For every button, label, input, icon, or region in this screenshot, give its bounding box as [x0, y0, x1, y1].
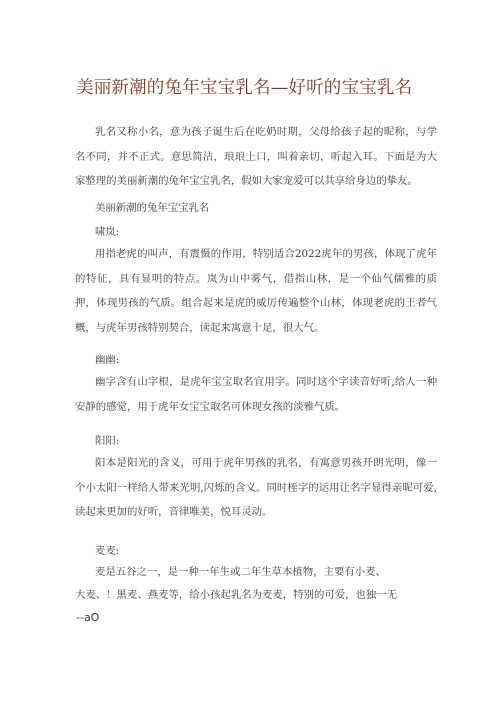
entry-desc-yangyang: 阳本是阳光的含义，可用于虎年男孩的乳名，有寓意男孩开朗光明，像一个小太阳一样给人带来光明,闪烁的含义。同时桎字的运用让名字显得亲昵可爱,读起来更加的好听，音律唯美，悦耳灵动。 — [75, 457, 437, 518]
entry-name-yangyang: 阳阳: — [95, 435, 120, 447]
entry-desc-maimai-line1: 麦是五谷之一，是一种一年生或二年生草本植物，主要有小麦、 — [95, 566, 386, 578]
entry-name-maimai: 麦麦: — [95, 545, 120, 557]
document-title: 美丽新潮的兔年宝宝乳名—好听的宝宝乳名 — [76, 78, 413, 98]
page-footer-text: --aO — [76, 611, 100, 624]
intro-paragraph: 乳名又称小名，意为孩子诞生后在吃奶时期，父母给孩子起的昵称，与学名不同，并不正式。意思简洁，琅琅上口，叫着亲切，听起入耳。下面是为大家整理的美丽新潮的兔年宝宝乳名，假如大家宠爱可以共享给身边的挚友。 — [75, 126, 437, 187]
entry-desc-youyou: 幽字含有山字根，是虎年宝宝取名宜用字。同时这个字读音好听,给人一种安静的感觉，用于虎年女宝宝取名可体现女孩的淡雅气质。 — [75, 376, 437, 413]
entry-name-xiaolan: 啸岚: — [95, 226, 120, 238]
entry-name-youyou: 幽幽: — [95, 354, 120, 366]
entry-desc-xiaolan: 用指老虎的叫声，有震慑的作用，特别适合2022虎年的男孩，体现了虎年的特征，具有显明的特点。岚为山中雾气，借指山林，是一个仙气儒雅的质押，体现男孩的气质。组合起来是虎的威厉传遍整个山林，体现老虎的王者气概，与虎年男孩特别契合，读起来寓意十足，很大气。 — [75, 248, 437, 334]
entry-desc-maimai-line2: 大麦、！黑麦、燕麦等，给小孩起乳名为麦麦，特别的可爱，也独一无 — [75, 589, 398, 601]
section-subtitle: 美丽新潮的兔年宝宝乳名 — [95, 202, 210, 214]
